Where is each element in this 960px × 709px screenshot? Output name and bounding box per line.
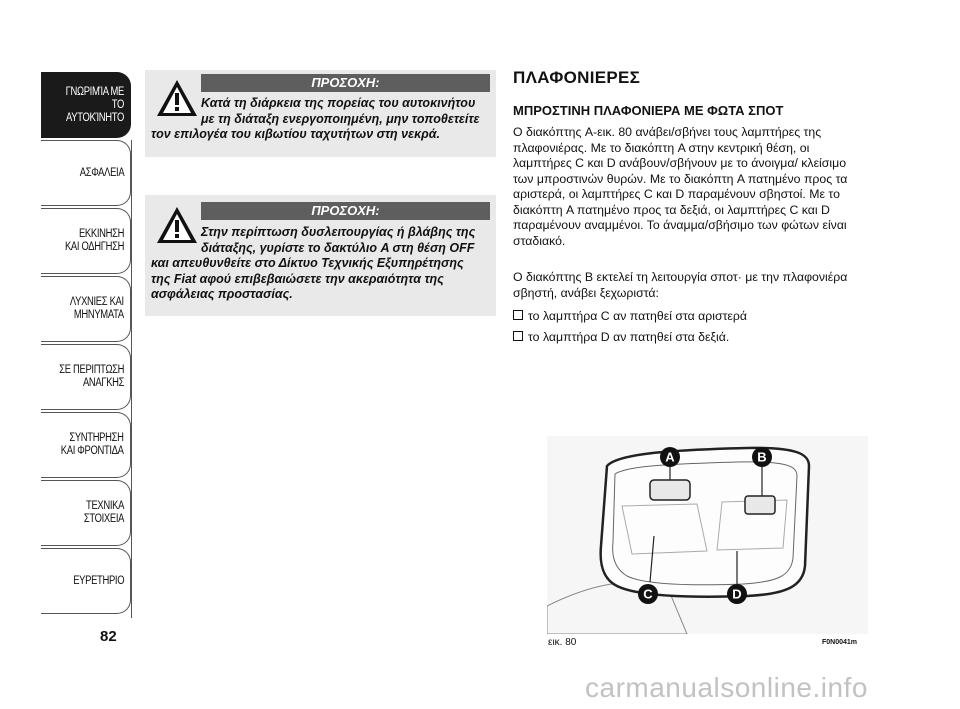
page-number: 82	[100, 628, 117, 645]
tab-getting-to-know[interactable]: ΓΝΩΡΙΜΊΑ ΜΕ ΤΟ ΑΥΤΟΚΊΝΗΤΟ	[41, 72, 131, 138]
sidebar-divider	[131, 140, 132, 618]
warning-text: Κατά τη διάρκεια της πορείας του αυτοκινήτου με τη διάταξη ενεργοποιημένη, μην τοποθετείτε τον επιλογέα του κιβωτίου ταχυτήτων στη νεκρά.	[151, 96, 480, 141]
tab-technical-data[interactable]: ΤΕΧΝΙΚΑ ΣΤΟΙΧΕΙΑ	[41, 480, 131, 546]
callout-d-label: D	[732, 586, 742, 602]
watermark: carmanualsonline.info	[585, 672, 868, 703]
figure-code: F0N0041m	[822, 639, 858, 646]
list-item: το λαμπτήρα C αν πατηθεί στα αριστερά	[513, 309, 747, 323]
paragraph-2: Ο διακόπτης B εκτελεί τη λειτουργία σποτ· με την πλαφονιέρα σβηστή, ανάβει ξεχωριστά:	[513, 270, 848, 300]
figure-caption: εικ. 80	[548, 637, 577, 648]
warning-heading: ΠΡΟΣΟΧΗ:	[201, 74, 490, 92]
callout-c-label: C	[643, 586, 653, 602]
tab-safety[interactable]: ΑΣΦΑΛΕΙΑ	[41, 140, 131, 206]
bullet-box-icon	[513, 310, 523, 320]
page-title: ΠΛΑΦΟΝΙΕΡΕΣ	[513, 68, 641, 87]
tab-warning-lights[interactable]: ΛΥΧΝΙΕΣ ΚΑΙ ΜΗΝΥΜΑΤΑ	[41, 276, 131, 342]
callout-b-label: B	[757, 449, 767, 465]
bullet-box-icon	[513, 331, 523, 341]
section-subtitle: ΜΠΡΟΣΤΙΝΗ ΠΛΑΦΟΝΙΕΡΑ ΜΕ ΦΩΤΑ ΣΠΟΤ	[513, 103, 784, 118]
tab-starting-driving[interactable]: ΕΚΚΙΝΗΣΗ ΚΑΙ ΟΔΗΓΗΣΗ	[41, 208, 131, 274]
paragraph-1: Ο διακόπτης A-εικ. 80 ανάβει/σβήνει τους λαμπτήρες της πλαφονιέρας. Με το διακόπτη A στην κεντρική θέση, οι λαμπτήρες C και D ανάβουν/σβήνουν με το άνοιγμα/ κλείσιμο των μπροστινών θυρών. Με το διακόπτη A πατημένο προς τα αριστερά, οι λαμπτήρες C και D παραμένουν σβηστοί. Με το διακόπτη A πατημένο προς τα δεξιά, οι λαμπτήρες C και D παραμένουν αναμμένοι. Το άναμμα/σβήσιμο των φώτων είναι σταδιακό.	[513, 125, 848, 248]
warning-box-1	[145, 70, 496, 157]
tab-emergency[interactable]: ΣΕ ΠΕΡΙΠΤΩΣΗ ΑΝΑΓΚΗΣ	[41, 344, 131, 410]
figure-ceiling-light	[547, 436, 868, 634]
callout-a-label: A	[665, 449, 675, 465]
warning-box-2	[145, 195, 496, 316]
tab-index[interactable]: ΕΥΡΕΤΗΡΙΟ	[41, 548, 131, 614]
warning-text: Στην περίπτωση δυσλειτουργίας ή βλάβης της διάταξης, γυρίστε το δακτύλιο A στη θέση OFF και απευθυνθείτε στο Δίκτυο Τεχνικής Εξυπηρέτησης της Fiat αφού επιβεβαιώσετε την ακεραιότητα της ασφάλειας προστασίας.	[151, 225, 476, 301]
ceiling-light-illustration	[547, 436, 868, 634]
tab-maintenance[interactable]: ΣΥΝΤΗΡΗΣΗ ΚΑΙ ΦΡΟΝΤΙΔΑ	[41, 412, 131, 478]
warning-heading: ΠΡΟΣΟΧΗ:	[201, 202, 490, 220]
list-item: το λαμπτήρα D αν πατηθεί στα δεξιά.	[513, 330, 729, 344]
